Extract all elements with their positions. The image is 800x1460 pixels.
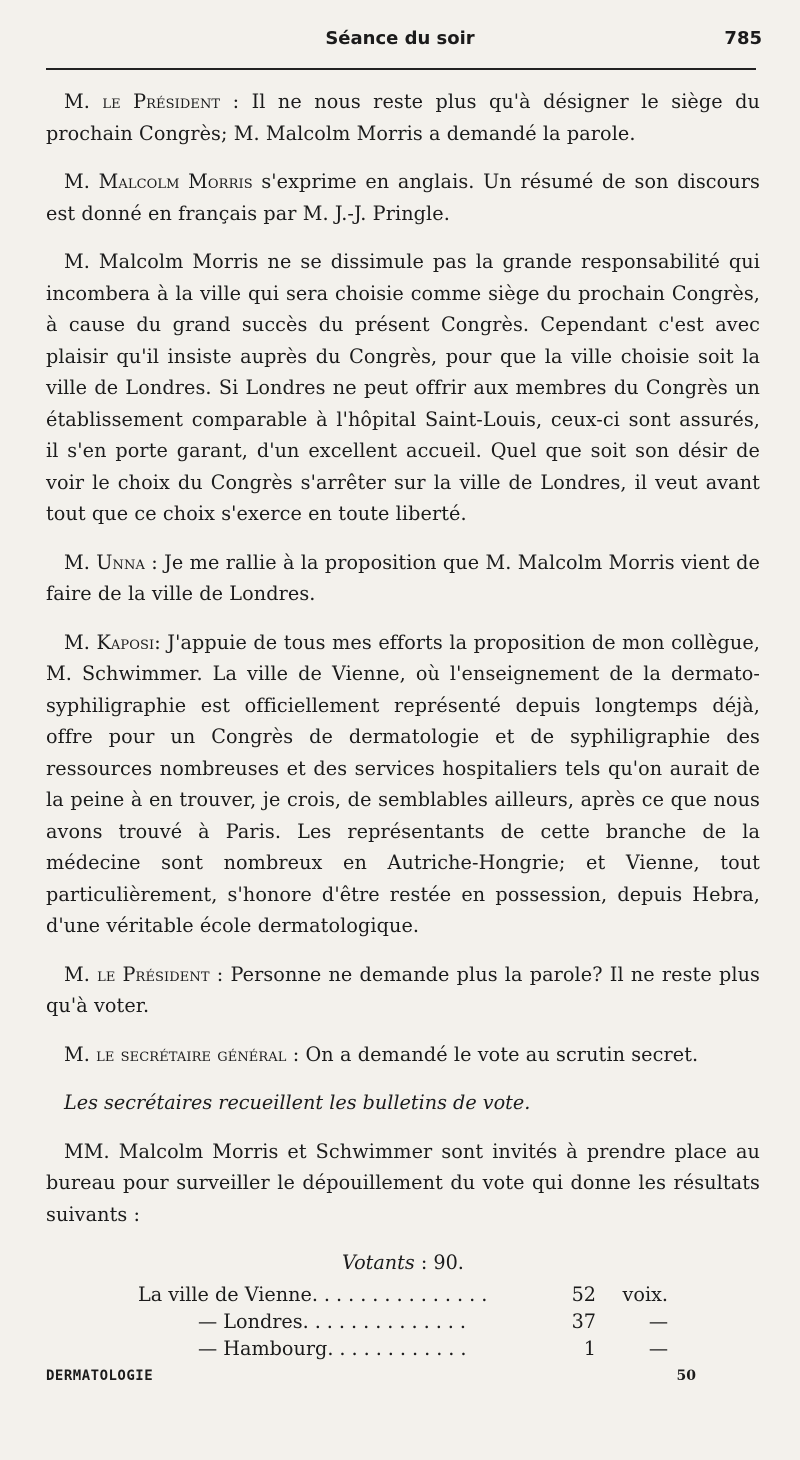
paragraph-kaposi: [46, 627, 760, 942]
votants-value: : 90.: [420, 1251, 464, 1274]
vote-unit: voix.: [622, 1283, 668, 1306]
speaker: M. le Président :: [64, 962, 224, 986]
paragraph-secretary: [46, 1039, 760, 1071]
paragraph-unna: [46, 547, 760, 610]
vote-unit: —: [648, 1337, 668, 1360]
vote-dots: ............: [327, 1337, 473, 1360]
vote-row-vienne: [138, 1279, 668, 1307]
speaker: M. Kaposi:: [64, 630, 161, 654]
paragraph-text: J'appuie de tous mes efforts la proposition de mon collègue, M. Schwimmer. La ville de Vienne, où l'enseignement de la dermato-syphiligraphie est officiellement représenté depuis longtemps déjà, offre pour un Congrès de dermatologie et de syphiligraphie des ressources nombreuses et des services hospitaliers tels qu'on aurait de la peine à en trouver, je crois, de semblables ailleurs, après ce que nous avons trouvé à Paris. Les représentants de cette branche de la médecine sont nombreux en Autriche-Hongrie; et Vienne, tout particulièrement, s'honore d'être restée en possession, depuis Hebra, d'une véritable école dermatologique.: [46, 630, 761, 937]
vote-unit: —: [648, 1310, 668, 1333]
page-footer: [46, 1368, 696, 1388]
paragraph-text: Personne ne demande plus la parole? Il ne reste plus qu'à voter.: [46, 962, 760, 1017]
speaker: M. Malcolm Morris: [64, 170, 253, 193]
vote-city-label: La ville de Vienne: [138, 1283, 312, 1306]
running-header: [46, 28, 762, 56]
paragraph-president-1: [46, 86, 760, 149]
italic-note: Les secrétaires recueillent les bulletins de vote.: [64, 1091, 531, 1114]
footer-sheet-number: 50: [676, 1368, 696, 1384]
page-number: 785: [724, 28, 762, 49]
vote-dots: ...............: [311, 1283, 494, 1306]
vote-row-hambourg: [138, 1333, 668, 1361]
vote-results: [46, 1247, 760, 1363]
vote-count: 1: [583, 1337, 596, 1360]
speaker: M. le secrétaire général :: [64, 1042, 300, 1066]
vote-dots: ..............: [302, 1310, 472, 1333]
paragraph-text: Je me rallie à la proposition que M. Malcolm Morris vient de faire de la ville de Londres.: [46, 550, 760, 605]
vote-count: 52: [571, 1283, 596, 1306]
vote-row-londres: [138, 1306, 668, 1334]
speaker: M. le Président :: [64, 90, 240, 113]
paragraph-text: s'exprime en anglais. Un résumé de son discours est donné en français par M. J.-J. Pringle.: [46, 170, 760, 225]
paragraph-text: M. Malcolm Morris ne se dissimule pas la grande responsabilité qui incombera à la ville qui sera choisie comme siège du prochain Congrès, à cause du grand succès du présent Congrès. Cependant c'est avec plaisir qu'il insiste auprès du Congrès, pour que la ville choisie soit la ville de Londres. Si Londres ne peut offrir aux membres du Congrès un établissement comparable à l'hôpital Saint-Louis, ceux-ci sont assurés, il s'en porte garant, d'un excellent accueil. Quel que soit son désir de voir le choix du Congrès s'arrêter sur la ville de Londres, il veut avant tout que ce choix s'exerce en toute liberté.: [46, 250, 760, 525]
paragraph-text: Il ne nous reste plus qu'à désigner le siège du prochain Congrès; M. Malcolm Morris a demandé la parole.: [46, 90, 760, 145]
paragraph-president-2: [46, 959, 760, 1022]
footer-signature: DERMATOLOGIE: [46, 1368, 154, 1384]
header-title: Séance du soir: [325, 28, 475, 49]
vote-city-label: — Londres: [198, 1310, 303, 1333]
vote-city-label: — Hambourg: [198, 1337, 328, 1360]
body-text: [46, 86, 760, 1363]
speaker: M. Unna :: [64, 550, 158, 574]
vote-city: [198, 1333, 473, 1365]
header-rule: [46, 68, 756, 70]
votants-line: [342, 1247, 464, 1279]
paragraph-text: On a demandé le vote au scrutin secret.: [299, 1042, 699, 1066]
paragraph-morris-intro: [46, 166, 760, 229]
vote-count: 37: [571, 1310, 596, 1333]
votants-label: Votants: [342, 1251, 415, 1274]
paragraph-final: MM. Malcolm Morris et Schwimmer sont invités à prendre place au bureau pour surveiller le dépouillement du vote qui donne les résultats suivants :: [46, 1139, 760, 1226]
paragraph-morris-summary: [46, 246, 760, 530]
